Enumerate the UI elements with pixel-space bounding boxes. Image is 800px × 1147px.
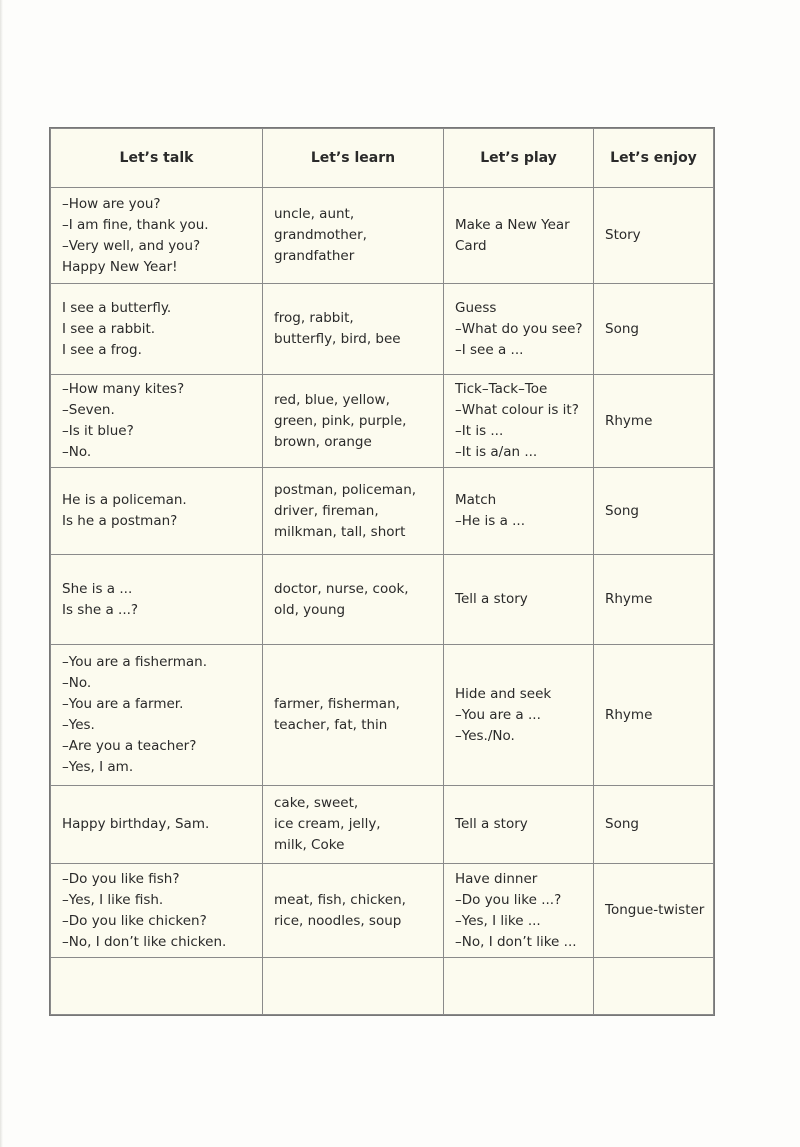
enjoy-cell: [594, 645, 714, 786]
table-row: [51, 645, 714, 786]
cell-line: milkman, tall, short: [274, 523, 406, 540]
play-cell: [444, 375, 594, 468]
cell-line: –What do you see?: [455, 320, 583, 337]
table-row: [51, 555, 714, 645]
cell-line: Is she a ...?: [62, 601, 139, 618]
table-row: [51, 188, 714, 284]
cell-line: –You are a ...: [455, 706, 541, 723]
cell-line: red, blue, yellow,: [274, 391, 390, 408]
cell-line: Match: [455, 492, 497, 508]
cell-line: frog, rabbit,: [274, 310, 354, 326]
cell-line: teacher, fat, thin: [274, 717, 388, 733]
cell-line: –He is a ...: [455, 513, 526, 529]
cell-line: –Yes, I am.: [62, 759, 134, 775]
cell-line: –It is a/an ...: [455, 444, 538, 460]
learn-cell: [263, 468, 444, 555]
header-lets-play: Let’s play: [444, 129, 594, 188]
table-row: [51, 468, 714, 555]
cell-line: rice, noodles, soup: [274, 912, 402, 929]
cell-line: –Do you like chicken?: [62, 912, 207, 929]
cell-line: grandfather: [274, 248, 355, 264]
cell-line: I see a rabbit.: [62, 320, 156, 337]
cell-line: doctor, nurse, cook,: [274, 580, 409, 597]
cell-line: –No, I don’t like chicken.: [62, 933, 227, 950]
cell-line: brown, orange: [274, 433, 372, 450]
enjoy-cell: [594, 864, 714, 958]
cell-line: –Yes./No.: [455, 727, 515, 744]
cell-line: –Very well, and you?: [62, 237, 201, 254]
table-row: [51, 284, 714, 375]
learn-cell: [263, 188, 444, 284]
talk-cell: [51, 555, 263, 645]
table-header: [51, 129, 714, 188]
table-row: [51, 864, 714, 958]
cell-line: Story: [605, 227, 641, 243]
cell-line: green, pink, purple,: [274, 412, 407, 429]
cell-line: Happy birthday, Sam.: [62, 816, 210, 832]
learn-cell: [263, 284, 444, 375]
cell-line: Song: [605, 816, 639, 832]
cell-line: He is a policeman.: [62, 492, 187, 508]
play-cell: [444, 786, 594, 864]
cell-line: –What colour is it?: [455, 402, 579, 418]
empty-cell: [594, 958, 714, 1015]
cell-line: Tell a story: [455, 816, 528, 832]
cell-line: Tick–Tack–Toe: [455, 381, 548, 397]
cell-line: She is a ...: [62, 580, 133, 597]
header-lets-learn: Let’s learn: [263, 129, 444, 188]
cell-line: Song: [605, 320, 639, 337]
cell-line: –No.: [62, 444, 92, 460]
talk-cell: [51, 188, 263, 284]
cell-line: I see a butterfly.: [62, 299, 172, 316]
play-cell: [444, 284, 594, 375]
cell-line: Make a New Year: [455, 216, 570, 233]
table-row: [51, 786, 714, 864]
cell-line: driver, fireman,: [274, 502, 379, 519]
talk-cell: [51, 375, 263, 468]
cell-line: butterfly, bird, bee: [274, 331, 401, 347]
cell-line: –Do you like ...?: [455, 891, 562, 908]
cell-line: Happy New Year!: [62, 258, 178, 275]
learn-cell: [263, 555, 444, 645]
cell-line: Tell a story: [455, 591, 528, 607]
cell-line: grandmother,: [274, 227, 367, 243]
cell-line: –You are a farmer.: [62, 696, 184, 712]
cell-line: –Yes.: [62, 717, 95, 733]
cell-line: postman, policeman,: [274, 481, 417, 498]
header-row: [51, 129, 714, 188]
enjoy-cell: [594, 188, 714, 284]
cell-line: meat, fish, chicken,: [274, 891, 406, 908]
cell-line: milk, Coke: [274, 837, 345, 853]
cell-line: Have dinner: [455, 870, 538, 887]
cell-line: –Seven.: [62, 402, 115, 418]
cell-line: Tongue-twister: [605, 902, 705, 918]
cell-line: Rhyme: [605, 591, 653, 607]
cell-line: Guess: [455, 299, 497, 316]
play-cell: [444, 864, 594, 958]
play-cell: [444, 555, 594, 645]
cell-line: uncle, aunt,: [274, 206, 355, 222]
enjoy-cell: [594, 555, 714, 645]
cell-line: –How many kites?: [62, 381, 185, 397]
table-row: [51, 375, 714, 468]
empty-cell: [444, 958, 594, 1015]
talk-cell: [51, 645, 263, 786]
cell-line: –Are you a teacher?: [62, 738, 197, 754]
cell-line: –It is ...: [455, 423, 504, 439]
enjoy-cell: [594, 786, 714, 864]
cell-line: –How are you?: [62, 195, 161, 212]
cell-line: old, young: [274, 601, 346, 618]
enjoy-cell: [594, 468, 714, 555]
empty-cell: [51, 958, 263, 1015]
cell-line: farmer, fisherman,: [274, 696, 400, 712]
enjoy-cell: [594, 375, 714, 468]
cell-line: –Yes, I like ...: [455, 912, 541, 929]
cell-line: Rhyme: [605, 706, 653, 723]
play-cell: [444, 645, 594, 786]
empty-row: [51, 958, 714, 1015]
cell-line: Is he a postman?: [62, 513, 178, 529]
cell-line: Card: [455, 237, 487, 254]
syllabus-table: [50, 128, 714, 1015]
talk-cell: [51, 468, 263, 555]
talk-cell: [51, 864, 263, 958]
table-body: [51, 188, 714, 1015]
cell-line: –I am fine, thank you.: [62, 216, 209, 233]
cell-line: Hide and seek: [455, 685, 552, 702]
header-lets-talk: Let’s talk: [51, 129, 263, 188]
cell-line: –Do you like fish?: [62, 870, 180, 887]
learn-cell: [263, 375, 444, 468]
cell-line: –Yes, I like fish.: [62, 891, 164, 908]
learn-cell: [263, 864, 444, 958]
cell-line: Song: [605, 502, 639, 519]
talk-cell: [51, 284, 263, 375]
enjoy-cell: [594, 284, 714, 375]
cell-line: I see a frog.: [62, 341, 142, 358]
learn-cell: [263, 645, 444, 786]
page-edge-shadow: [0, 0, 3, 1147]
cell-line: –No, I don’t like ...: [455, 933, 577, 950]
header-lets-enjoy: Let’s enjoy: [594, 129, 714, 188]
cell-line: –Is it blue?: [62, 423, 134, 439]
cell-line: –No.: [62, 675, 92, 691]
cell-line: cake, sweet,: [274, 795, 359, 811]
cell-line: ice cream, jelly,: [274, 816, 381, 832]
talk-cell: [51, 786, 263, 864]
cell-line: –You are a fisherman.: [62, 654, 207, 670]
cell-line: Rhyme: [605, 412, 653, 429]
empty-cell: [263, 958, 444, 1015]
play-cell: [444, 188, 594, 284]
learn-cell: [263, 786, 444, 864]
play-cell: [444, 468, 594, 555]
cell-line: –I see a ...: [455, 341, 524, 358]
